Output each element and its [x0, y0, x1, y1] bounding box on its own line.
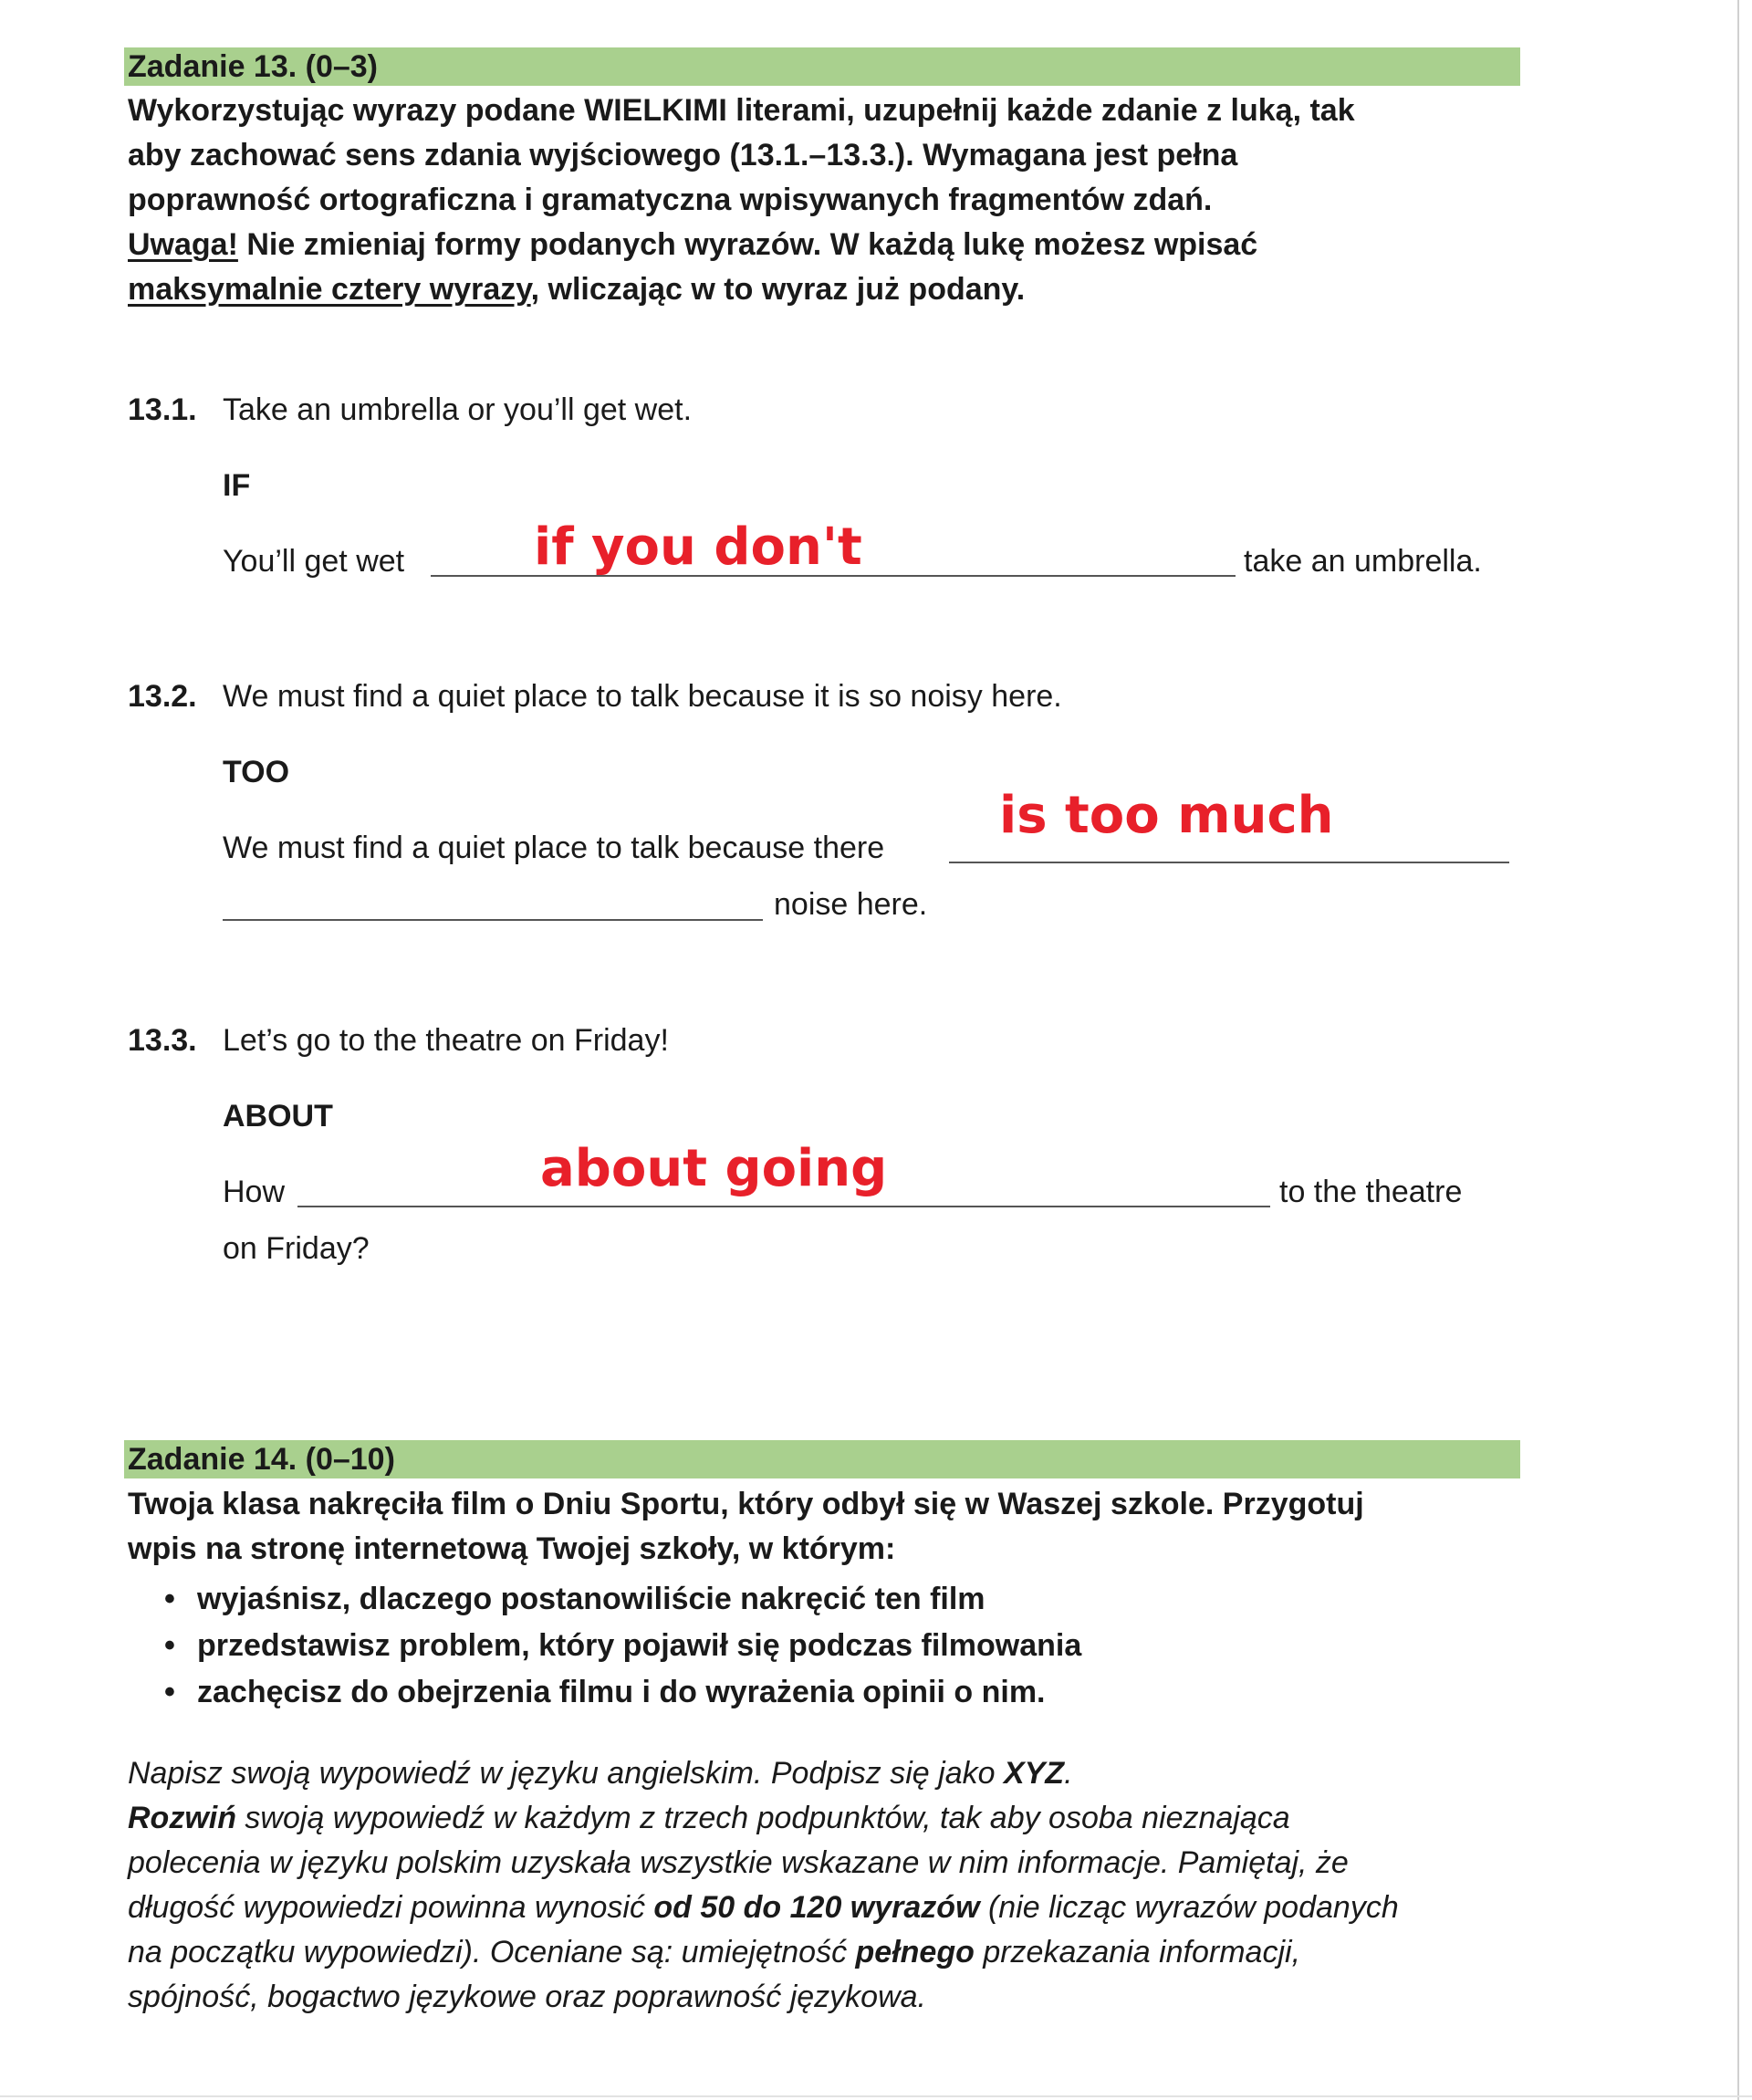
answer-gap[interactable]	[949, 862, 1509, 863]
guideline-emphasis: Rozwiń	[128, 1801, 236, 1835]
guideline-text: swoją wypowiedź w każdym z trzech podpunktów, tak aby osoba nieznająca	[235, 1801, 1290, 1835]
item-number: 13.2.	[128, 679, 197, 714]
item-sentence: We must find a quiet place to talk because it is so noisy here.	[223, 679, 1062, 714]
gap-suffix-line2: on Friday?	[223, 1231, 370, 1266]
item-keyword: ABOUT	[223, 1099, 333, 1134]
word-limit: maksymalnie cztery wyrazy	[128, 272, 531, 307]
item-keyword: IF	[223, 468, 251, 503]
note-text: Nie zmieniaj formy podanych wyrazów. W każdą lukę możesz wpisać	[237, 227, 1258, 262]
task-14-intro	[128, 1482, 1533, 1572]
item-sentence: Take an umbrella or you’ll get wet.	[223, 392, 693, 427]
instruction-line: Wykorzystując wyrazy podane WIELKIMI literami, uzupełnij każde zdanie z luką, tak	[128, 93, 1355, 128]
task-13-instructions	[128, 89, 1533, 312]
item-number: 13.1.	[128, 392, 197, 427]
gap-suffix: noise here.	[774, 887, 928, 922]
task-14-bullet-list	[164, 1576, 1081, 1716]
instruction-line: aby zachować sens zdania wyjściowego (13.1.–13.3.). Wymagana jest pełna	[128, 138, 1238, 172]
guideline-line	[128, 1751, 1533, 1796]
word-count-range: od 50 do 120 wyrazów	[653, 1890, 980, 1925]
item-sentence: Let’s go to the theatre on Friday!	[223, 1023, 669, 1058]
instruction-limit	[128, 267, 1533, 312]
guideline-text: długość wypowiedzi powinna wynosić	[128, 1890, 654, 1925]
bullet-item: • przedstawisz problem, który pojawił się podczas filmowania	[164, 1623, 1081, 1669]
gap-prefix: How	[223, 1175, 286, 1209]
answer-gap-continued[interactable]	[223, 919, 763, 921]
guideline-line: spójność, bogactwo językowe oraz poprawność językowa.	[128, 1980, 927, 2014]
handwritten-answer: is too much	[999, 786, 1334, 845]
bullet-item: • wyjaśnisz, dlaczego postanowiliście nakręcić ten film	[164, 1576, 1081, 1623]
guideline-text: przekazania informacji,	[974, 1935, 1301, 1969]
handwritten-answer: if you don't	[534, 517, 862, 577]
note-end: , wliczając w to wyraz już podany.	[530, 272, 1026, 307]
page-edge	[0, 2095, 1752, 2097]
page-edge	[1737, 0, 1739, 2100]
gap-prefix: We must find a quiet place to talk because there	[223, 831, 885, 865]
answer-gap[interactable]	[297, 1206, 1270, 1207]
signature-code: XYZ	[1003, 1756, 1065, 1791]
gap-suffix: take an umbrella.	[1244, 544, 1482, 579]
guideline-text: (nie licząc wyrazów podanych	[979, 1890, 1399, 1925]
item-keyword: TOO	[223, 755, 290, 789]
item-number: 13.3.	[128, 1023, 197, 1058]
guideline-line	[128, 1886, 1533, 1930]
guideline-line	[128, 1930, 1533, 1975]
guideline-line: polecenia w języku polskim uzyskała wszystkie wskazane w nim informacje. Pamiętaj, że	[128, 1845, 1349, 1880]
guideline-text: .	[1064, 1756, 1073, 1791]
handwritten-answer: about going	[540, 1139, 888, 1198]
note-label: Uwaga!	[128, 227, 238, 262]
task-14-header: Zadanie 14. (0–10)	[124, 1440, 1520, 1478]
gap-prefix: You’ll get wet	[223, 544, 405, 579]
gap-suffix: to the theatre	[1279, 1175, 1463, 1209]
intro-line: Twoja klasa nakręciła film o Dniu Sportu, który odbył się w Waszej szkole. Przygotuj	[128, 1487, 1364, 1521]
instruction-line: poprawność ortograficzna i gramatyczna wpisywanych fragmentów zdań.	[128, 183, 1213, 217]
intro-line: wpis na stronę internetową Twojej szkoły, w którym:	[128, 1531, 896, 1566]
guideline-emphasis: pełnego	[855, 1935, 975, 1969]
instruction-note	[128, 223, 1533, 267]
bullet-item: • zachęcisz do obejrzenia filmu i do wyrażenia opinii o nim.	[164, 1669, 1081, 1716]
guideline-text: Napisz swoją wypowiedź w języku angielskim. Podpisz się jako	[128, 1756, 1004, 1791]
task-13-header: Zadanie 13. (0–3)	[124, 47, 1520, 86]
guideline-line	[128, 1796, 1533, 1841]
task-14-guidelines	[128, 1751, 1533, 2020]
guideline-text: na początku wypowiedzi). Oceniane są: umiejętność	[128, 1935, 856, 1969]
